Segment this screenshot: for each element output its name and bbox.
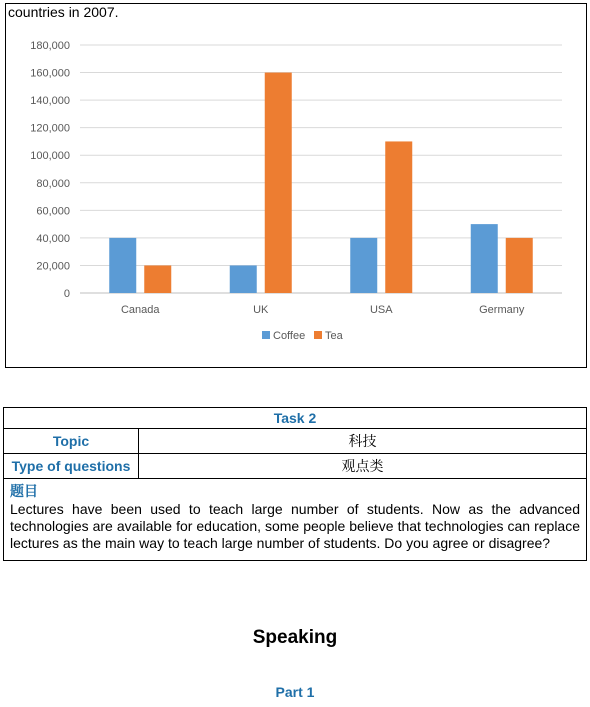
y-tick-label: 160,000	[30, 67, 70, 80]
legend-label: Coffee	[273, 330, 306, 342]
question-text: Lectures have been used to teach large number of students. Now as the advanced technologies are available for education, some people believe that technologies can replace lectures as the main way to teach large number of students. Do you agree or disagree?	[10, 501, 580, 551]
y-tick-label: 40,000	[36, 232, 70, 245]
y-tick-label: 180,000	[30, 40, 70, 52]
x-tick-label: Canada	[120, 304, 160, 316]
bar-tea-uk	[265, 73, 292, 293]
x-tick-layer	[121, 304, 525, 316]
y-tick-label: 120,000	[30, 122, 70, 135]
y-tick-label: 20,000	[36, 260, 70, 273]
x-tick-label: Germany	[479, 304, 525, 316]
bar-coffee-uk	[230, 265, 257, 293]
task-title: Task 2	[4, 408, 587, 429]
x-tick-label: USA	[369, 304, 393, 316]
bar-tea-canada	[144, 265, 171, 293]
bar-coffee-usa	[350, 238, 377, 293]
legend-swatch-coffee	[262, 331, 270, 339]
legend-layer	[262, 330, 344, 342]
question-heading: 题目	[10, 483, 38, 499]
legend-swatch-tea	[314, 331, 322, 339]
bar-coffee-canada	[109, 238, 136, 293]
y-tick-label: 100,000	[30, 150, 70, 163]
x-tick-label: UK	[253, 304, 269, 316]
y-tick-label: 60,000	[36, 205, 70, 218]
bar-coffee-germany	[471, 224, 498, 293]
topic-value: 科技	[139, 429, 587, 454]
y-tick-layer	[30, 40, 70, 300]
y-tick-label: 0	[63, 288, 70, 300]
type-value: 观点类	[139, 454, 587, 479]
topic-label: Topic	[4, 429, 139, 454]
bar-tea-usa	[385, 141, 412, 293]
y-tick-label: 80,000	[36, 177, 70, 190]
intro-text: countries in 2007.	[8, 4, 119, 20]
speaking-title: Speaking	[252, 627, 338, 648]
legend-label: Tea	[325, 330, 343, 342]
bar-tea-germany	[506, 238, 533, 293]
part-title: Part 1	[275, 684, 315, 700]
type-label: Type of questions	[4, 454, 139, 479]
y-tick-label: 140,000	[30, 95, 70, 108]
task-table	[3, 407, 587, 561]
